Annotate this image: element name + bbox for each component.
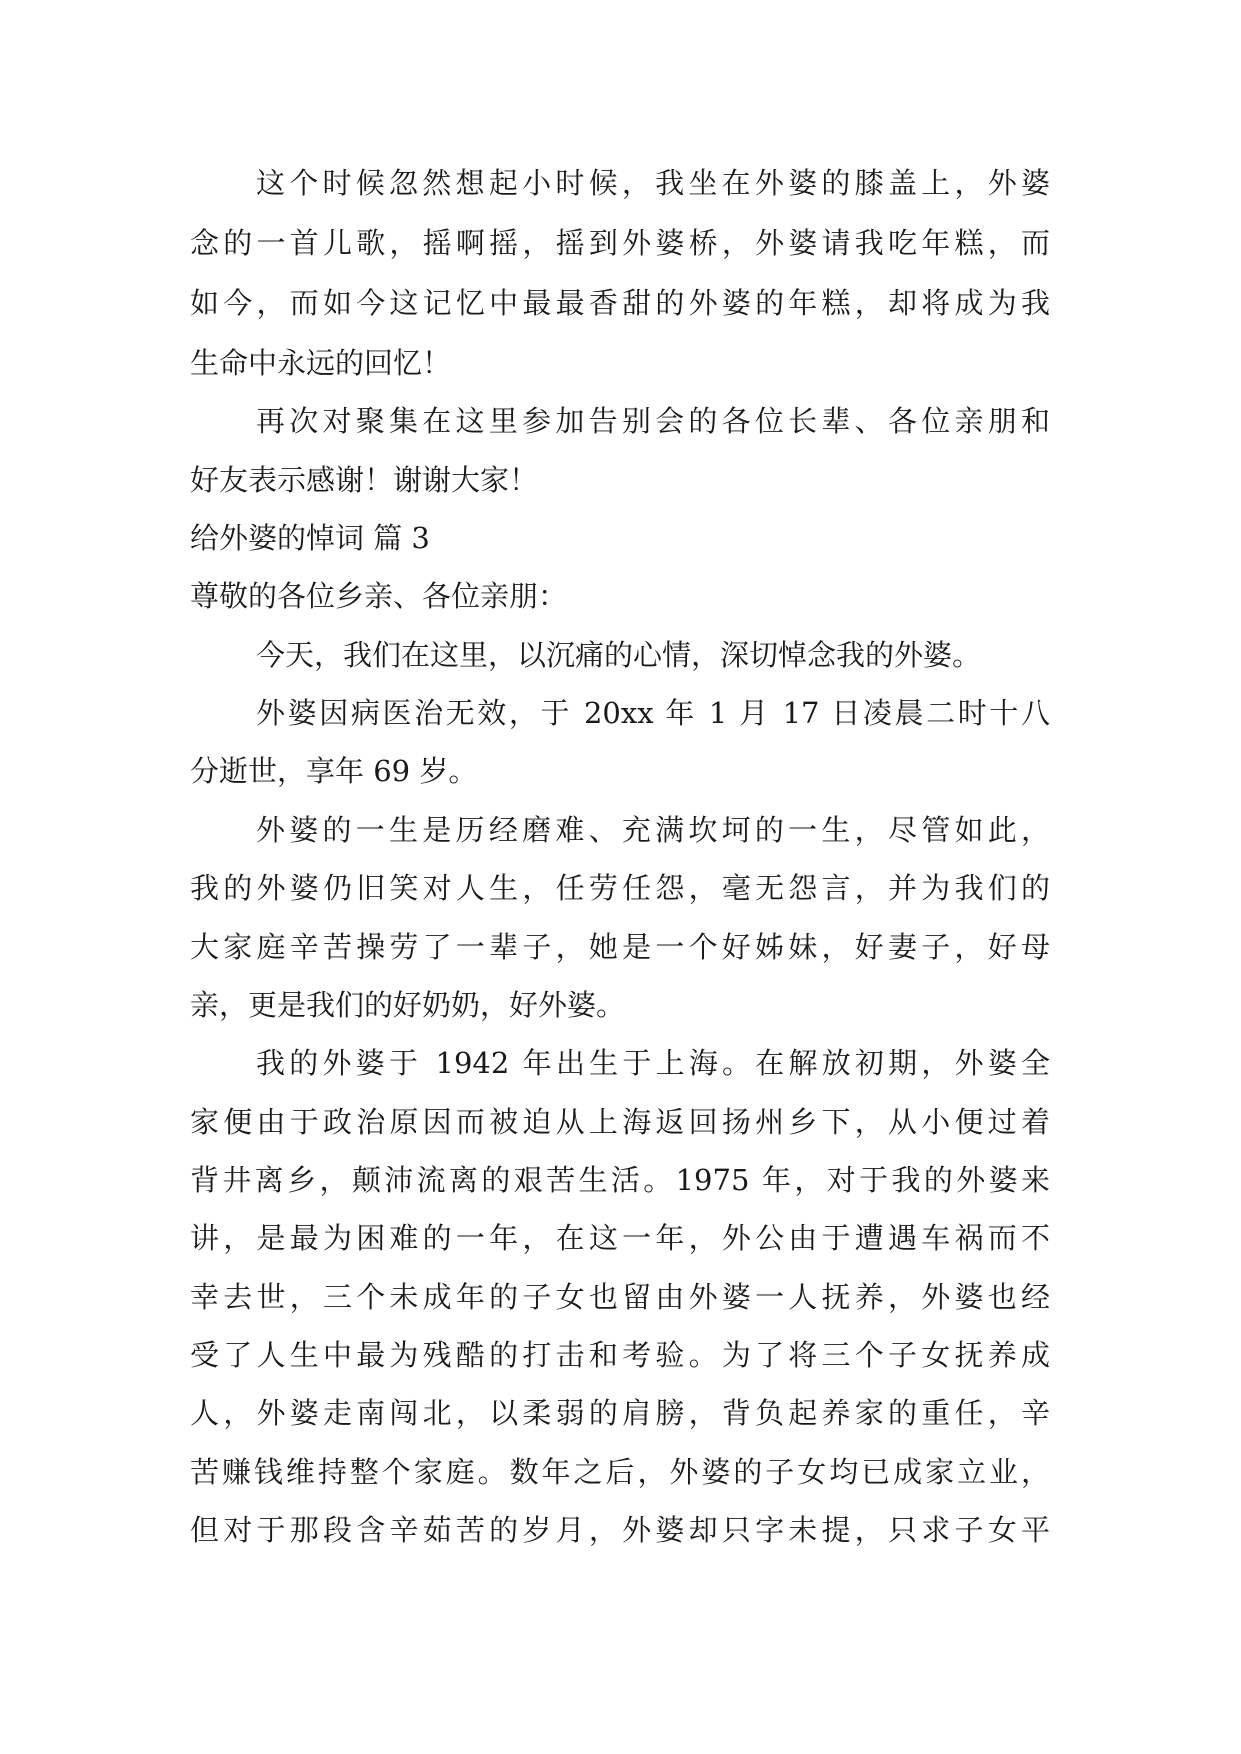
text-line: 背井离乡，颠沛流离的艰苦生活。1975 年，对于我的外婆来 <box>190 1163 1050 1197</box>
section-heading: 给外婆的悼词 篇 3 <box>190 521 430 555</box>
text-line: 大家庭辛苦操劳了一辈子，她是一个好姊妹，好妻子，好母 <box>190 930 1050 964</box>
text-line: 家便由于政治原因而被迫从上海返回扬州乡下，从小便过着 <box>190 1105 1050 1139</box>
salutation: 尊敬的各位乡亲、各位亲朋： <box>190 579 568 613</box>
text-line: 好友表示感谢！谢谢大家！ <box>190 463 539 497</box>
text-line: 幸去世，三个未成年的子女也留由外婆一人抚养，外婆也经 <box>190 1280 1050 1314</box>
text-line: 我的外婆仍旧笑对人生，任劳任怨，毫无怨言，并为我们的 <box>190 871 1050 905</box>
text-line: 分逝世，享年 69 岁。 <box>190 754 478 788</box>
text-line: 再次对聚集在这里参加告别会的各位长辈、各位亲朋和 <box>256 404 1050 438</box>
text-line: 人，外婆走南闯北，以柔弱的肩膀，背负起养家的重任，辛 <box>190 1396 1050 1430</box>
text-line: 如今，而如今这记忆中最最香甜的外婆的年糕，却将成为我 <box>190 286 1050 320</box>
text-line: 这个时候忽然想起小时候，我坐在外婆的膝盖上，外婆 <box>256 166 1050 200</box>
text-line: 生命中永远的回忆！ <box>190 346 452 380</box>
text-line: 外婆因病医治无效，于 20xx 年 1 月 17 日凌晨二时十八 <box>256 696 1050 730</box>
text-line: 讲，是最为困难的一年，在这一年，外公由于遭遇车祸而不 <box>190 1221 1050 1255</box>
text-line: 亲，更是我们的好奶奶，好外婆。 <box>190 988 626 1022</box>
text-line: 念的一首儿歌，摇啊摇，摇到外婆桥，外婆请我吃年糕，而 <box>190 226 1050 260</box>
text-line: 但对于那段含辛茹苦的岁月，外婆却只字未提，只求子女平 <box>190 1513 1050 1547</box>
text-line: 苦赚钱维持整个家庭。数年之后，外婆的子女均已成家立业， <box>190 1455 1050 1489</box>
text-line: 我的外婆于 1942 年出生于上海。在解放初期，外婆全 <box>256 1046 1050 1080</box>
text-line: 今天，我们在这里，以沉痛的心情，深切悼念我的外婆。 <box>256 638 982 672</box>
text-line: 受了人生中最为残酷的打击和考验。为了将三个子女抚养成 <box>190 1338 1050 1372</box>
text-line: 外婆的一生是历经磨难、充满坎坷的一生，尽管如此， <box>256 813 1050 847</box>
